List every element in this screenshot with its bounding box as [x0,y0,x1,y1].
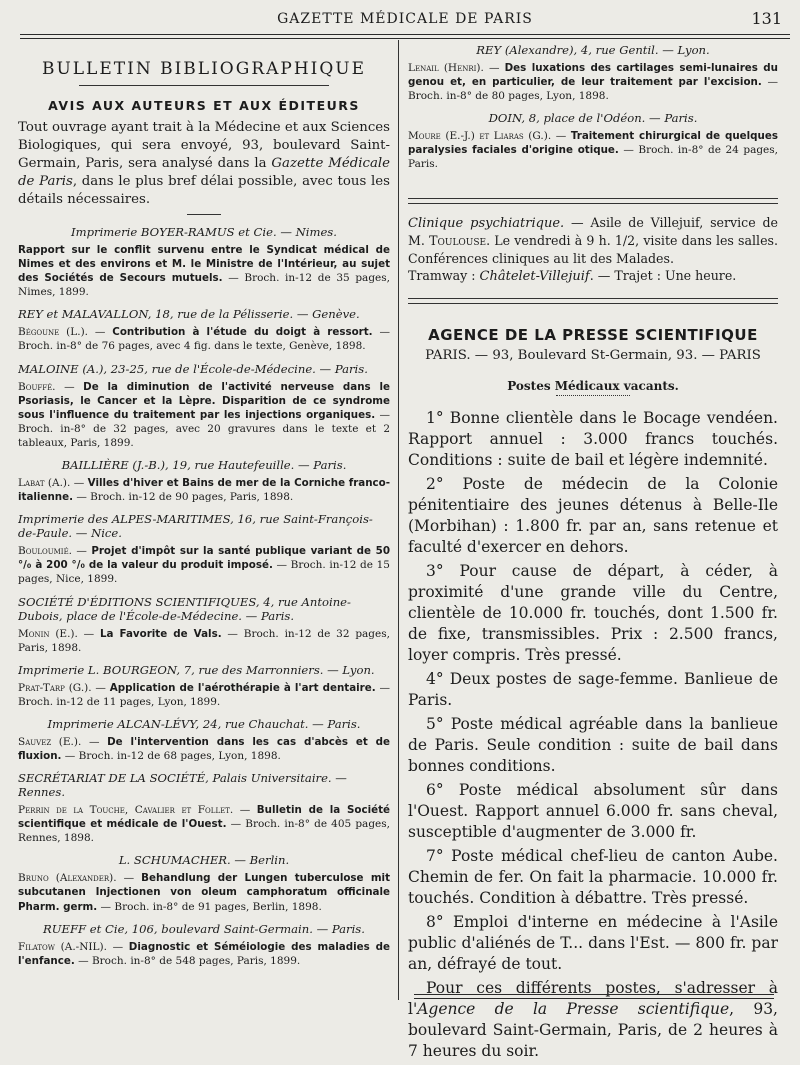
clinique-title: Clinique psychiatrique. [408,215,565,231]
tram-line: Châtelet-Villejuif [479,269,590,285]
postes-underline [556,395,630,396]
entry-author: Bégoune (L.). — [18,326,113,339]
bottom-rule-2 [414,998,774,999]
entry-author: Filatow (A.-NIL). — [18,940,129,953]
entry-title: Bulletin de la Société scientifique et médicale de l'Ouest. [18,804,390,831]
short-rule [187,214,221,215]
entry-title: Contribution à l'étude du doigt à ressort. [112,326,373,339]
clinique-text-2: . Le vendredi à 9 h. 1/2, visite dans les salles. Conférences cliniques au lit des Malades. [408,233,778,266]
entry-details: — Broch. in-12 de 90 pages, Paris, 1898. [73,491,294,504]
left-publisher: SOCIÉTÉ D'ÉDITIONS SCIENTIFIQUES, 4, rue Antoine-Dubois, place de l'École-de-Médecine. — Paris. [18,594,351,623]
entry-details: — Broch. in-12 de 35 pages, Nimes, 1899. [18,272,390,299]
left-publisher: REY et MALAVALLON, 18, rue de la Pélisserie. — Genève. [18,307,360,322]
left-entry [18,627,390,655]
left-entry [18,544,390,586]
page-number: 131 [751,9,782,28]
right-publisher: REY (Alexandre), 4, rue Gentil. — Lyon. [476,43,710,57]
left-column [18,43,390,976]
entry-author: Bouloumié. — [18,545,92,558]
left-publisher: RUEFF et Cie, 106, boulevard Saint-Germain. — Paris. [43,921,365,936]
header-rule-2 [20,38,790,39]
intro-text-1: Tout ouvrage ayant trait à la Médecine et aux Sciences Biologiques, qui sera envoyé, 93, boulevard Saint-Germain, Paris, sera analysé dans la [18,120,390,171]
final-agence-name: Agence de la Presse scientifique [417,999,730,1018]
right-publisher: DOIN, 8, place de l'Odéon. — Paris. [488,111,698,126]
final-text-post: , 93, boulevard Saint-Germain, Paris, de 2 heures à 7 heures du soir. [408,999,778,1060]
right-bibliography [408,43,778,172]
entry-title: De l'intervention dans les cas d'abcès et de fluxion. [18,735,390,762]
journal-title: GAZETTE MÉDICALE DE PARIS [277,11,533,27]
bulletin-title: BULLETIN BIBLIOGRAPHIQUE [41,59,367,79]
right-entry [408,129,778,171]
poste-item: 3° Pour cause de départ, à céder, à proximité d'une grande ville du Centre, clientèle de 10.000 fr. touchés, dont 1.500 fr. de fixe, transmissibles. Prix : 2.500 francs, loyer compris. Très pressé. [408,561,778,664]
poste-item: 2° Poste de médecin de la Colonie pénitentiaire des jeunes détenus à Belle-Ile (Morbihan) : 1.800 fr. par an, sans retenue et faculté d'exercer en dehors. [408,474,778,556]
entry-details: — Broch. in-8° de 405 pages, Rennes, 1898. [18,818,390,845]
entry-title: De la diminution de l'activité nerveuse dans le Psoriasis, le Cancer et la Lèpre. Disparition de ce syndrome sous l'influence du traitement par les injections organiques. [18,380,390,421]
entry-title: Traitement chirurgical de quelques paralysies faciales d'origine otique. [408,130,778,157]
entry-details: — Broch. in-12 de 68 pages, Lyon, 1898. [61,749,281,762]
intro-journal: Gazette Médicale de Paris [18,156,390,189]
entry-title: Diagnostic et Séméiologie des maladies de l'enfance. [18,940,390,967]
left-publisher: Imprimerie des ALPES-MARITIMES, 16, rue Saint-François-de-Paule. — Nice. [18,512,373,541]
clinique-text-1: — Asile de Villejuif, service de M. [408,214,778,249]
clinique-name: Toulouse [429,233,487,249]
entry-details: — Broch. in-8° de 24 pages, Paris. [408,144,778,171]
poste-item: 6° Poste médical absolument sûr dans l'Ouest. Rapport annuel 6.000 fr. sans cheval, susceptible d'augmenter de 3.000 fr. [408,780,778,841]
poste-item: 4° Deux postes de sage-femme. Banlieue de Paris. [408,669,778,709]
left-publisher: SECRÉTARIAT DE LA SOCIÉTÉ, Palais Universitaire. — Rennes. [18,771,347,800]
left-publisher: BAILLIÈRE (J.-B.), 19, rue Hautefeuille. — Paris. [61,458,347,473]
entry-details: — Broch. in-12 de 32 pages, Paris, 1898. [18,627,390,654]
left-entry [18,735,390,763]
entry-author: Lenail (Henri). — [408,62,505,74]
entry-details: — Broch. in-8° de 80 pages, Lyon, 1898. [408,76,778,103]
left-publisher: Imprimerie L. BOURGEON, 7, rue des Marronniers. — Lyon. [18,662,375,677]
entry-details: — Broch. in-8° de 76 pages, avec 4 fig. dans le texte, Genève, 1898. [18,326,390,353]
final-text-pre: Pour ces différents postes, s'adresser à l' [408,978,778,1018]
entry-details: — Broch. in-12 de 11 pages, Lyon, 1899. [18,681,390,708]
left-bibliography [18,225,390,968]
page-header [20,8,790,30]
double-rule [408,198,778,204]
entry-details: — Broch. in-12 de 15 pages, Nice, 1899. [18,559,390,586]
left-entry [18,871,390,913]
agence-title: AGENCE DE LA PRESSE SCIENTIFIQUE [428,325,758,344]
column-divider [398,40,399,1000]
left-publisher: MALOINE (A.), 23-25, rue de l'École-de-Médecine. — Paris. [18,361,368,376]
entry-title: Rapport sur le conflit survenu entre le Syndicat médical de Nimes et des environs et M. le Ministre de l'Intérieur, au sujet des Sociétés de Secours mutuels. [18,244,390,285]
left-entry [18,681,390,709]
entry-author: Perrin de la Touche, Cavalier et Follet. — [18,804,257,817]
entry-title: Application de l'aérothérapie à l'art dentaire. [109,681,376,694]
entry-author: Bruno (Alexander). — [18,872,142,885]
entry-details: — Broch. in-8° de 548 pages, Paris, 1899. [74,954,301,967]
poste-item: 5° Poste médical agréable dans la banlieue de Paris. Seule condition : suite de bail dans bonnes conditions. [408,714,778,775]
tram-label: Tramway : [408,268,480,284]
clinique-notice [408,214,778,286]
avis-text [18,119,390,209]
entry-author: Labat (A.). — [18,477,88,490]
right-entry [408,61,778,103]
title-underline [79,85,329,86]
right-column [408,43,778,1065]
poste-item: 8° Emploi d'interne en médecine à l'Asile public d'aliénés de T... dans l'Est. — 800 fr. par an, défrayé de tout. [408,912,778,973]
poste-item: 1° Bonne clientèle dans le Bocage vendéen. Rapport annuel : 3.000 francs touchés. Conditions : suite de bail et légère indemnité. [408,408,778,469]
header-rule [20,34,790,35]
bottom-rule [414,994,774,995]
entry-title: Behandlung der Lungen tuberculose mit subcutanen Injectionen von oleum camphoratum officinale Pharm. germ. [18,872,390,913]
entry-title: Projet d'impôt sur la santé publique variant de 50 °/₀ à 200 °/₀ de la valeur du produit imposé. [18,545,390,572]
left-entry [18,476,390,504]
left-publisher: Imprimerie ALCAN-LÉVY, 24, rue Chauchat. — Paris. [47,716,361,731]
entry-title: Des luxations des cartilages semi-lunaires du genou et, en particulier, de leur traitement par l'excision. [408,62,778,89]
entry-author: Moure (E.-J.) et Liaras (G.). — [408,130,571,143]
entry-title: La Favorite de Vals. [99,627,222,640]
avis-heading: AVIS AUX AUTEURS ET AUX ÉDITEURS [48,98,360,113]
entry-author: Sauvez (E.). — [18,735,108,748]
postes-list [408,408,778,975]
left-entry [18,380,390,450]
left-publisher: Imprimerie BOYER-RAMUS et Cie. — Nimes. [71,225,337,239]
left-entry [18,325,390,353]
entry-details: — Broch. in-8° de 91 pages, Berlin, 1898. [97,900,322,913]
agence-address: PARIS. — 93, Boulevard St-Germain, 93. — PARIS [425,347,761,363]
entry-author: Monin (E.). — [18,627,100,640]
left-entry [18,243,390,299]
entry-title: Villes d'hiver et Bains de mer de la Corniche franco-italienne. [18,477,390,504]
left-entry [18,940,390,968]
trajet-text: . — Trajet : Une heure. [589,268,737,284]
double-rule-2 [408,298,778,304]
left-entry [18,803,390,845]
final-paragraph [408,978,778,1062]
left-publisher: L. SCHUMACHER. — Berlin. [118,853,290,868]
postes-heading: Postes Médicaux vacants. [507,378,679,393]
entry-details: — Broch. in-8° de 32 pages, avec 20 gravures dans le texte et 2 tableaux, Paris, 1899. [18,408,390,449]
poste-item: 7° Poste médical chef-lieu de canton Aube. Chemin de fer. On fait la pharmacie. 10.000 fr. touchés. Condition à débattre. Très pressé. [408,846,778,907]
entry-author: Bouffé. — [18,380,84,393]
intro-text-2: , dans le plus bref délai possible, avec tous les détails nécessaires. [18,174,390,207]
entry-author: Prat-Tarp (G.). — [18,681,110,694]
